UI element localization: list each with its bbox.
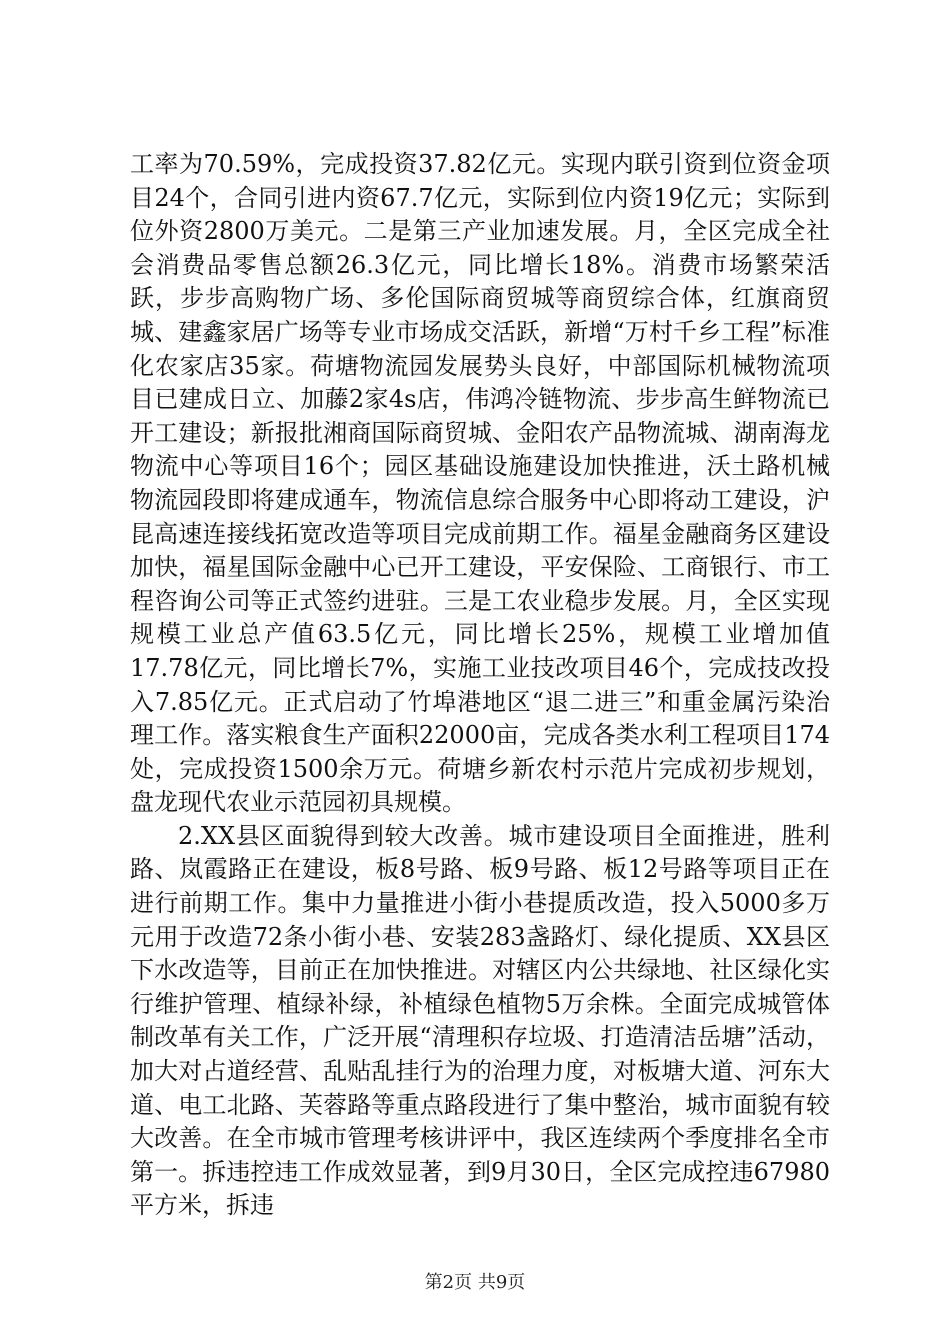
paragraph-economy: 工率为70.59%，完成投资37.82亿元。实现内联引资到位资金项目24个，合同引进内资67.7亿元，实际到位内资19亿元；实际到位外资2800万美元。二是第三产业加速发展。月，全区完成全社会消费品零售总额26.3亿元，同比增长18%。消费市场繁荣活跃，步步高购物广场、多伦国际商贸城等商贸综合体，红旗商贸城、建鑫家居广场等专业市场成交活跃，新增“万村千乡工程”标准化农家店35家。荷塘物流园发展势头良好，中部国际机械物流项目已建成日立、加藤2家4s店，伟鸿冷链物流、步步高生鲜物流已开工建设；新报批湘商国际商贸城、金阳农产品物流城、湖南海龙物流中心等项目16个；园区基础设施建设加快推进，沃土路机械物流园段即将建成通车，物流信息综合服务中心即将动工建设，沪昆高速连接线拓宽改造等项目完成前期工作。福星金融商务区建设加快，福星国际金融中心已开工建设，平安保险、工商银行、市工程咨询公司等正式签约进驻。三是工农业稳步发展。月，全区实现规模工业总产值63.5亿元，同比增长25%，规模工业增加值17.78亿元，同比增长7%，实施工业技改项目46个，完成技改投入7.85亿元。正式启动了竹埠港地区“退二进三”和重金属污染治理工作。落实粮食生产面积22000亩，完成各类水利工程项目174处，完成投资1500余万元。荷塘乡新农村示范片完成初步规划，盘龙现代农业示范园初具规模。 — [130, 150, 830, 817]
page-footer: 第2页 共9页 — [424, 1272, 526, 1293]
document-body — [130, 148, 830, 1223]
paragraph-urban-appearance: 2.XX县区面貌得到较大改善。城市建设项目全面推进，胜利路、岚霞路正在建设，板8号路、板9号路、板12号路等项目正在进行前期工作。集中力量推进小街小巷提质改造，投入5000多万元用于改造72条小街小巷、安装283盏路灯、绿化提质、XX县区下水改造等，目前正在加快推进。对辖区内公共绿地、社区绿化实行维护管理、植绿补绿，补植绿色植物5万余株。全面完成城管体制改革有关工作，广泛开展“清理积存垃圾、打造清洁岳塘”活动，加大对占道经营、乱贴乱挂行为的治理力度，对板塘大道、河东大道、电工北路、芙蓉路等重点路段进行了集中整治，城市面貌有较大改善。在全市城市管理考核讲评中，我区连续两个季度排名全市第一。拆违控违工作成效显著，到9月30日，全区完成控违67980平方米，拆违 — [130, 821, 830, 1220]
